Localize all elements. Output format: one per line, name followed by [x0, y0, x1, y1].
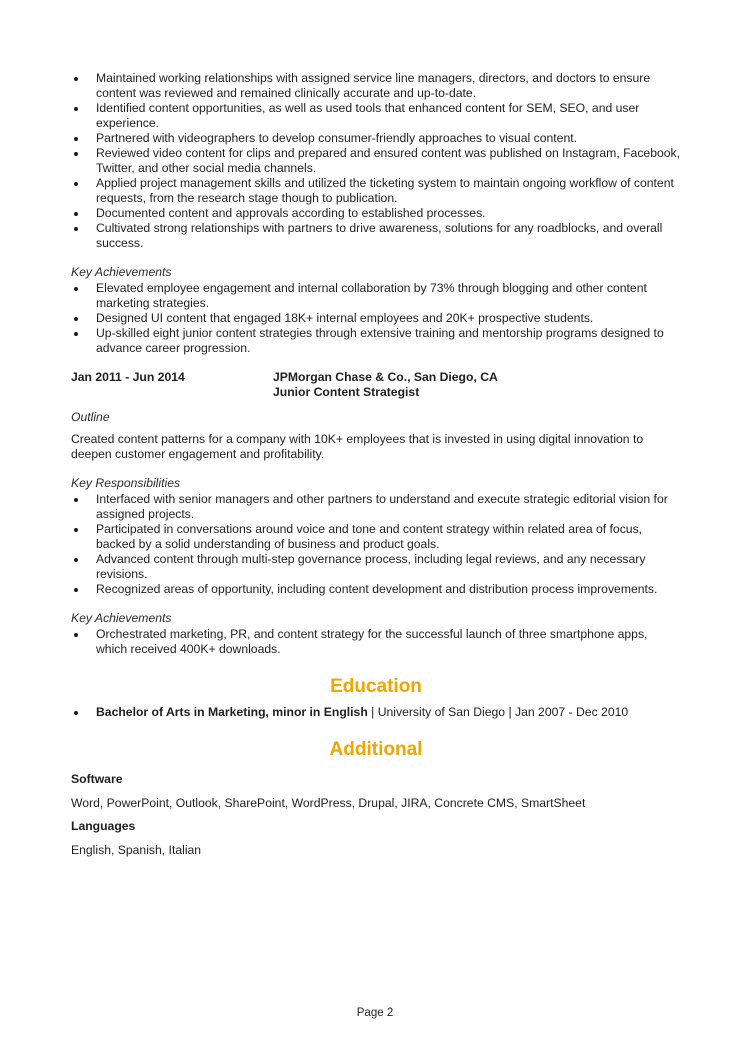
list-item: Orchestrated marketing, PR, and content strategy for the successful launch of three smartphone apps, which received 400K+ downloads.	[71, 627, 681, 657]
job2-achievements-label: Key Achievements	[71, 611, 172, 625]
job2-responsibilities-list	[71, 492, 681, 597]
languages-list: English, Spanish, Italian	[71, 843, 202, 857]
list-item: Interfaced with senior managers and other partners to understand and execute strategic editorial vision for assigned projects.	[71, 492, 681, 522]
list-item: Participated in conversations around voice and tone and content strategy within related area of focus, backed by a solid understanding of business and product goals.	[71, 522, 681, 552]
education-degree: Bachelor of Arts in Marketing, minor in English	[96, 705, 368, 719]
job2-responsibilities-label: Key Responsibilities	[71, 476, 181, 490]
job1-achievements-list	[71, 281, 681, 356]
list-item: Up-skilled eight junior content strategies through extensive training and mentorship programs designed to advance career progression.	[71, 326, 681, 356]
education-details: | University of San Diego | Jan 2007 - Dec 2010	[367, 705, 629, 719]
page-number: Page 2	[356, 1007, 394, 1019]
job2-title: Junior Content Strategist	[273, 385, 420, 399]
job2-dates: Jan 2011 - Jun 2014	[71, 370, 185, 384]
additional-heading: Additional	[329, 739, 423, 760]
software-label: Software	[71, 772, 123, 786]
resume-page	[71, 71, 681, 858]
job2-achievements-list	[71, 627, 681, 657]
languages-label: Languages	[71, 819, 136, 833]
list-item: Advanced content through multi-step governance process, including legal reviews, and any necessary revisions.	[71, 552, 681, 582]
list-item: Partnered with videographers to develop consumer-friendly approaches to visual content.	[71, 131, 681, 146]
job2-outline-label: Outline	[71, 410, 110, 424]
list-item: Applied project management skills and utilized the ticketing system to maintain ongoing workflow of content requests, from the research stage though to publication.	[71, 176, 681, 206]
software-list: Word, PowerPoint, Outlook, SharePoint, WordPress, Drupal, JIRA, Concrete CMS, SmartSheet	[71, 796, 586, 810]
list-item: Elevated employee engagement and internal collaboration by 73% through blogging and other content marketing strategies.	[71, 281, 681, 311]
list-item: Designed UI content that engaged 18K+ internal employees and 20K+ prospective students.	[71, 311, 681, 326]
list-item: Documented content and approvals according to established processes.	[71, 206, 681, 221]
list-item: Maintained working relationships with assigned service line managers, directors, and doctors to ensure content was reviewed and remained clinically accurate and up-to-date.	[71, 71, 681, 101]
job2-header	[71, 370, 681, 400]
job2-company: JPMorgan Chase & Co., San Diego, CA	[273, 370, 498, 384]
list-item: Reviewed video content for clips and prepared and ensured content was published on Instagram, Facebook, Twitter, and other social media channels.	[71, 146, 681, 176]
job1-achievements-label: Key Achievements	[71, 265, 172, 279]
job2-outline: Created content patterns for a company with 10K+ employees that is invested in using digital innovation to deepen customer engagement and profitability.	[71, 432, 644, 461]
list-item: Cultivated strong relationships with partners to drive awareness, solutions for any roadblocks, and overall success.	[71, 221, 681, 251]
job2-company-block	[273, 370, 498, 400]
job1-responsibilities-list	[71, 71, 681, 251]
list-item: Recognized areas of opportunity, including content development and distribution process improvements.	[71, 582, 681, 597]
education-list	[71, 705, 681, 720]
education-heading: Education	[330, 676, 422, 697]
education-item	[71, 705, 681, 720]
list-item: Identified content opportunities, as well as used tools that enhanced content for SEM, SEO, and user experience.	[71, 101, 681, 131]
